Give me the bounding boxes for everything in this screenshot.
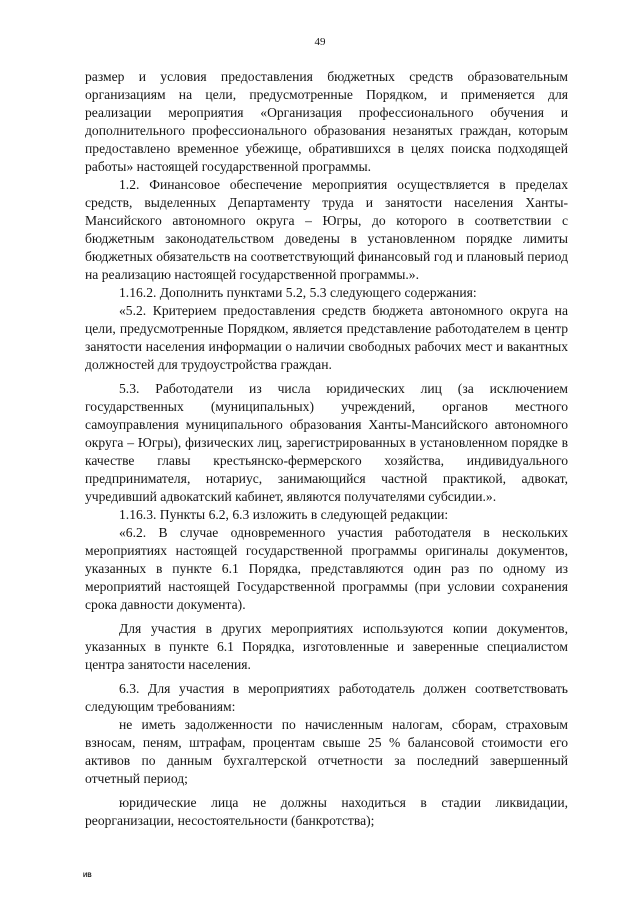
- paragraph-6-3: 6.3. Для участия в мероприятиях работодатель должен соответствовать следующим требованиям:: [85, 681, 568, 714]
- page-number: 49: [314, 36, 326, 48]
- paragraph-1-16-3: 1.16.3. Пункты 6.2, 6.3 изложить в следующей редакции:: [119, 507, 449, 522]
- paragraph-1-16-2: 1.16.2. Дополнить пунктами 5.2, 5.3 следующего содержания:: [119, 285, 477, 300]
- paragraph-5-3: 5.3. Работодатели из числа юридических лиц (за исключением государственных (муниципальных) учреждений, органов местного самоуправления муниципального образования Ханты-Мансийского автономного округа – Югры), физических лиц, зарегистрированных в установленном порядке в качестве главы крестьянско-фермерского хозяйства, индивидуального предпринимателя, нотариус, занимающийся частной практикой, адвокат, учредивший адвокатский кабинет, являются получателями субсидии.».: [85, 381, 568, 504]
- paragraph-5-2: «5.2. Критерием предоставления средств бюджета автономного округа на цели, предусмотренные Порядком, является представление работодателем в центр занятости населения информации о наличии свободных рабочих мест и вакантных должностей для трудоустройства граждан.: [85, 303, 568, 372]
- requirement-no-debt: не иметь задолженности по начисленным налогам, сборам, страховым взносам, пеням, штрафам, процентам свыше 25 % балансовой стоимости его активов по данным бухгалтерской отчетности за последний завершенный отчетный период;: [85, 717, 568, 786]
- requirement-no-liquidation: юридические лица не должны находиться в стадии ликвидации, реорганизации, несостоятельности (банкротства);: [85, 795, 568, 828]
- paragraph-6-2: «6.2. В случае одновременного участия работодателя в нескольких мероприятиях настоящей государственной программы оригиналы документов, указанных в пункте 6.1 Порядка, представляются один раз по одному из мероприятий настоящей Государственной программы (при условии сохранения срока давности документа).: [85, 525, 568, 612]
- document-body: [85, 68, 568, 830]
- paragraph-1: размер и условия предоставления бюджетных средств образовательным организациям на цели, предусмотренные Порядком, и применяется для реализации мероприятия «Организация профессионального обучения и дополнительного профессионального образования незанятых граждан, которым предоставлено временное убежище, обратившихся в целях поиска подходящей работы» настоящей государственной программы.: [85, 69, 568, 174]
- paragraph-1-2-financing: 1.2. Финансовое обеспечение мероприятия осуществляется в пределах средств, выделенных Департаменту труда и занятости населения Ханты-Мансийского автономного округа – Югры, до которого в соответствии с бюджетным законодательством доведены в установленном порядке лимиты бюджетных обязательств на соответствующий финансовый год и плановый период на реализацию настоящей государственной программы.».: [85, 177, 568, 282]
- paragraph-copies: Для участия в других мероприятиях используются копии документов, указанных в пункте 6.1 Порядка, изготовленные и заверенные специалистом центра занятости населения.: [85, 621, 568, 672]
- footer-mark: ИВ: [83, 873, 92, 879]
